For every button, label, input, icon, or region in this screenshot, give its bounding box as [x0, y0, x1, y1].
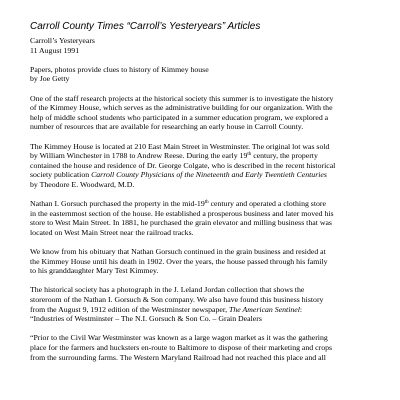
spacer — [30, 84, 370, 94]
column-title: Carroll’s Yesteryears — [30, 36, 95, 45]
paragraph-5 — [30, 285, 370, 323]
text-segment: society publication — [30, 170, 92, 180]
spacer — [30, 324, 370, 334]
publication-title: Carroll County Physicians of the Nineteenth and Early Twentieth Centuries — [91, 170, 327, 180]
text-segment: from the August 9, 1912 edition of the Westminster newspaper, — [30, 304, 230, 314]
text-line: “Prior to the Civil War Westminster was known as a large wagon market as it was the gathering — [30, 333, 328, 343]
spacer — [30, 190, 370, 200]
text-line: by Theodore E. Woodward, M.D. — [30, 179, 135, 189]
text-line: place for the farmers and hucksters en-route to Baltimore to dispose of their marketing and crops — [30, 343, 333, 352]
text-line: located on West Main Street near the railroad tracks. — [30, 227, 194, 237]
text-line: to his granddaughter Mary Test Kimmey. — [30, 266, 159, 276]
text-line: “Industries of Westminster – The N.I. Gorsuch & Son Co. – Grain Dealers — [30, 314, 262, 324]
newspaper-title: The American Sentinel — [229, 304, 300, 314]
text-segment: century and operated a clothing store — [208, 199, 326, 209]
text-segment: century, the property — [251, 151, 318, 161]
text-line: store to West Main Street. In 1881, he purchased the grain elevator and milling business that was — [30, 218, 332, 228]
text-segment: by William Winchester in 1788 to Andrew Reese. During the early 19 — [30, 151, 248, 161]
spacer — [30, 55, 370, 65]
paragraph-2 — [30, 142, 370, 190]
text-segment: : — [299, 304, 303, 314]
column-name — [30, 36, 370, 55]
text-line: One of the staff research projects at the historical society this summer is to investigate the history — [30, 93, 334, 103]
byline: by Joe Getty — [30, 74, 70, 84]
superscript: th — [247, 152, 252, 158]
text-line — [30, 199, 370, 209]
text-line: number of resources that are available for researching an early house in Carroll County. — [30, 122, 304, 132]
spacer — [30, 276, 370, 286]
headline-title: Papers, photos provide clues to history of Kimmey house — [30, 64, 209, 74]
text-line: The historical society has a photograph in the J. Leland Jordan collection that shows the — [30, 285, 305, 295]
text-line: help of middle school students who participated in a summer education program, we explored a — [30, 112, 329, 122]
paragraph-3 — [30, 199, 370, 237]
text-line — [30, 305, 370, 315]
text-line: contained the house and residence of Dr. George Colgate, who is described in the recent historical — [30, 160, 336, 170]
document-header: Carroll County Times “Carroll’s Yesteryears” Articles — [30, 21, 261, 32]
paragraph-6 — [30, 333, 370, 362]
text-line: in the easternmost section of the house. He established a prosperous business and later moved his — [30, 208, 334, 218]
text-line: We know from his obituary that Nathan Gorsuch continued in the grain business and resided at — [30, 247, 326, 257]
superscript: th — [204, 200, 209, 206]
text-line: from the surrounding farms. The Western Maryland Railroad had not reached this place and all — [30, 352, 326, 362]
text-line — [30, 151, 370, 161]
paragraph-4 — [30, 247, 370, 276]
paragraph-1 — [30, 94, 370, 132]
text-line — [30, 170, 370, 180]
article-headline — [30, 65, 370, 84]
text-line: storeroom of the Nathan I. Gorsuch & Son company. We also have found this business history — [30, 295, 324, 305]
text-line: of the Kimmey House, which serves as the administrative building for our organization. With the — [30, 103, 333, 113]
article-date: 11 August 1991 — [30, 45, 80, 55]
spacer — [30, 132, 370, 142]
text-line: The Kimmey House is located at 210 East Main Street in Westminster. The original lot was sold — [30, 141, 330, 151]
text-line: the Kimmey House until his death in 1902. Over the years, the house passed through his family — [30, 256, 328, 266]
text-segment: Nathan I. Gorsuch purchased the property in the mid-19 — [30, 199, 205, 209]
spacer — [30, 237, 370, 247]
